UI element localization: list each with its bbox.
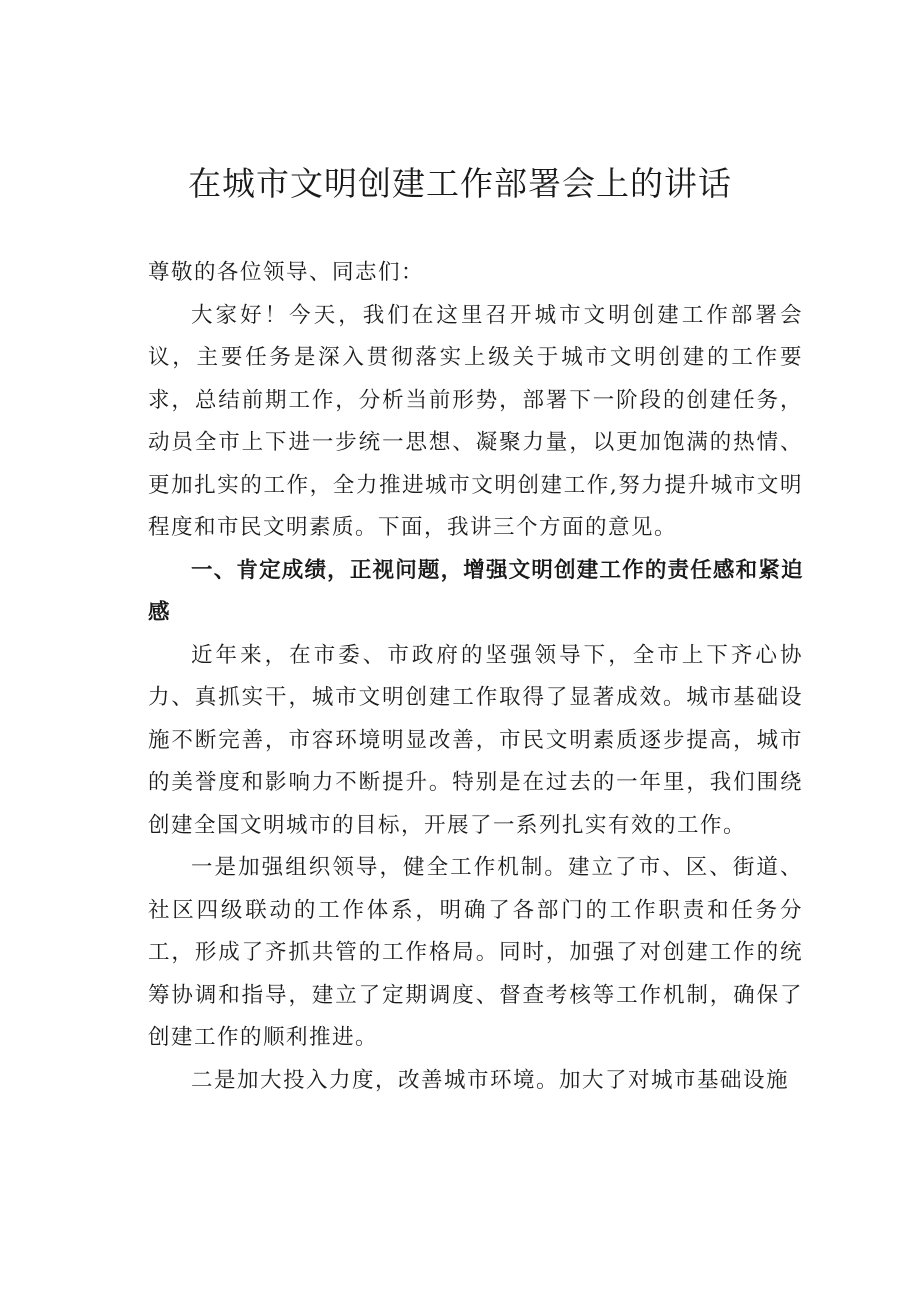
paragraph-achievements: 近年来，在市委、市政府的坚强领导下，全市上下齐心协力、真抓实干，城市文明创建工作取得了显著成效。城市基础设施不断完善，市容环境明显改善，市民文明素质逐步提高，城市的美誉度和影响力不断提升。特别是在过去的一年里，我们围绕创建全国文明城市的目标，开展了一系列扎实有效的工作。 (148, 642, 803, 838)
section-heading-1: 一、肯定成绩，正视问题，增强文明创建工作的责任感和紧迫感 (148, 557, 803, 625)
document-title: 在城市文明创建工作部署会上的讲话 (188, 164, 732, 203)
paragraph-opening: 大家好！今天，我们在这里召开城市文明创建工作部署会议，主要任务是深入贯彻落实上级关于城市文明创建的工作要求，总结前期工作，分析当前形势，部署下一阶段的创建任务，动员全市上下进一步统一思想、凝聚力量，以更加饱满的热情、更加扎实的工作，全力推进城市文明创建工作,努力提升城市文明程度和市民文明素质。下面，我讲三个方面的意见。 (148, 302, 803, 540)
paragraph-point-2: 二是加大投入力度，改善城市环境。加大了对城市基础设施 (191, 1067, 790, 1093)
salutation: 尊敬的各位领导、同志们： (148, 260, 425, 285)
paragraph-point-1: 一是加强组织领导，健全工作机制。建立了市、区、街道、社区四级联动的工作体系，明确了各部门的工作职责和任务分工，形成了齐抓共管的工作格局。同时，加强了对创建工作的统筹协调和指导，建立了定期调度、督查考核等工作机制，确保了创建工作的顺利推进。 (148, 855, 803, 1050)
document-body (148, 252, 803, 1102)
